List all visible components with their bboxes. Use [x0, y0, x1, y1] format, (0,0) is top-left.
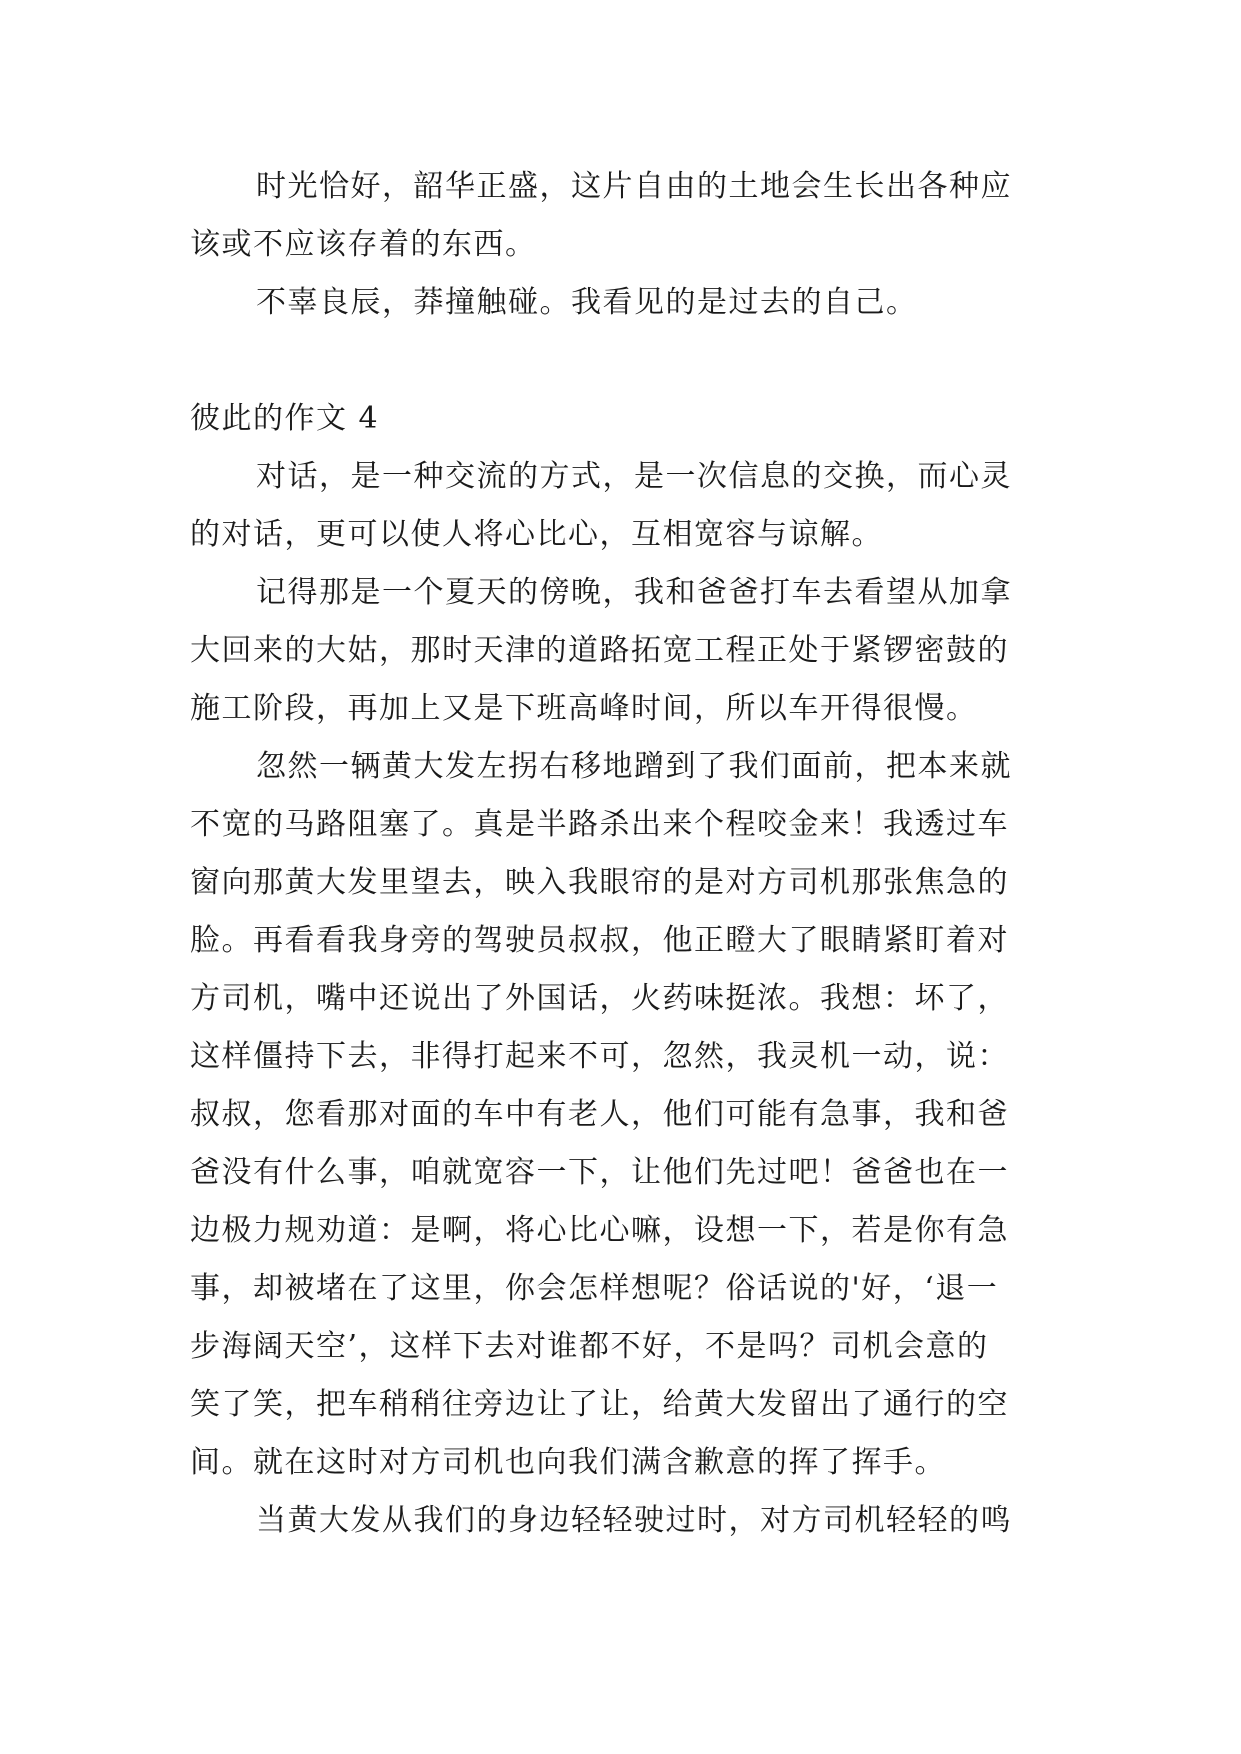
text-line: 不辜良辰，莽撞触碰。我看见的是过去的自己。 — [256, 285, 918, 320]
text-line: 脸。再看看我身旁的驾驶员叔叔，他正瞪大了眼睛紧盯着对 — [190, 923, 1009, 958]
text-line: 该或不应该存着的东西。 — [190, 227, 537, 262]
paragraph — [190, 274, 1050, 332]
paragraph — [190, 564, 1050, 738]
text-line: 当黄大发从我们的身边轻轻驶过时，对方司机轻轻的鸣 — [256, 1503, 1012, 1538]
text-line: 对话，是一种交流的方式，是一次信息的交换，而心灵 — [256, 459, 1012, 494]
section-heading: 彼此的作文 4 — [190, 401, 380, 436]
text-line: 叔叔，您看那对面的车中有老人，他们可能有急事，我和爸 — [190, 1097, 1009, 1132]
paragraph — [190, 738, 1050, 1492]
text-line: 施工阶段，再加上又是下班高峰时间，所以车开得很慢。 — [190, 691, 978, 726]
text-line: 不宽的马路阻塞了。真是半路杀出来个程咬金来！我透过车 — [190, 807, 1009, 842]
text-line: 时光恰好，韶华正盛，这片自由的土地会生长出各种应 — [256, 169, 1012, 204]
text-line: 边极力规劝道：是啊，将心比心嘛，设想一下，若是你有急 — [190, 1213, 1009, 1248]
text-line: 笑了笑，把车稍稍往旁边让了让，给黄大发留出了通行的空 — [190, 1387, 1009, 1422]
blank-line — [190, 332, 1050, 390]
text-column — [190, 158, 1050, 1550]
text-line: 窗向那黄大发里望去，映入我眼帘的是对方司机那张焦急的 — [190, 865, 1009, 900]
paragraph — [190, 448, 1050, 564]
paragraph — [190, 1492, 1050, 1550]
text-line: 事，却被堵在了这里，你会怎样想呢？俗话说的'好，‘退一 — [190, 1271, 999, 1306]
text-line: 这样僵持下去，非得打起来不可，忽然，我灵机一动，说： — [190, 1039, 1009, 1074]
text-line: 步海阔天空’，这样下去对谁都不好，不是吗？司机会意的 — [190, 1329, 989, 1364]
text-line: 爸没有什么事，咱就宽容一下，让他们先过吧！爸爸也在一 — [190, 1155, 1009, 1190]
text-line: 的对话，更可以使人将心比心，互相宽容与谅解。 — [190, 517, 883, 552]
paragraph — [190, 158, 1050, 274]
text-line: 方司机，嘴中还说出了外国话，火药味挺浓。我想：坏了， — [190, 981, 1009, 1016]
text-line: 间。就在这时对方司机也向我们满含歉意的挥了挥手。 — [190, 1445, 946, 1480]
text-line: 忽然一辆黄大发左拐右移地蹭到了我们面前，把本来就 — [256, 749, 1012, 784]
text-line: 大回来的大姑，那时天津的道路拓宽工程正处于紧锣密鼓的 — [190, 633, 1009, 668]
text-line: 记得那是一个夏天的傍晚，我和爸爸打车去看望从加拿 — [256, 575, 1012, 610]
